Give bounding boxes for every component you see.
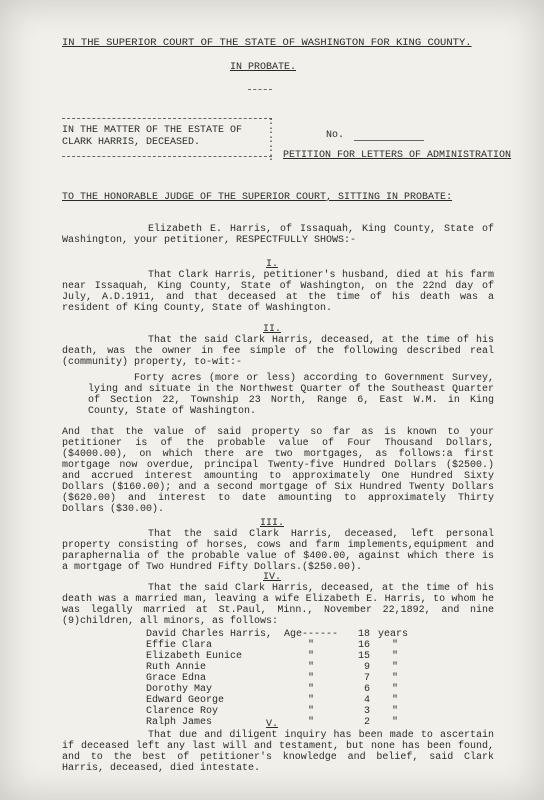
child-name: Grace Edna (146, 673, 207, 684)
child-name: Elizabeth Eunice (146, 651, 243, 662)
child-name: Effie Clara (146, 640, 213, 651)
petition-title: PETITION FOR LETTERS OF ADMINISTRATION (283, 150, 512, 161)
child-row (0, 640, 544, 651)
probate-divider (248, 89, 272, 90)
intro-paragraph: Elizabeth E. Harris, of Issaquah, King County, State of Washington, your petitioner, RESPECTFULLY SHOWS:- (62, 224, 494, 246)
child-age-label: Age------ (284, 629, 339, 640)
child-age-label: " (308, 695, 315, 706)
child-age: 16 (358, 640, 371, 651)
section-1-number: I. (265, 259, 278, 270)
child-unit: " (392, 706, 399, 717)
child-name: Dorothy May (146, 684, 213, 695)
section-1-text: That Clark Harris, petitioner's husband, died at his farm near Issaquah, King County, State of Washington, on the 22nd day of July, A.D.1911, and that deceased at the time of his death was a resident of King County, State of Washington. (62, 270, 494, 314)
child-name: Ralph James (146, 717, 213, 728)
section-4-number: IV. (262, 572, 281, 583)
caption-top-rule (62, 118, 272, 119)
child-name: Edward George (146, 695, 225, 706)
child-age-label: " (308, 717, 315, 728)
child-unit: " (392, 684, 399, 695)
child-age: 2 (364, 717, 371, 728)
child-row (0, 662, 544, 673)
child-row (0, 684, 544, 695)
child-age: 9 (364, 662, 371, 673)
child-age: 3 (364, 706, 371, 717)
section-2-property: Forty acres (more or less) according to Government Survey, lying and situate in the Northwest Quarter of the Southeast Quarter of Section 22, Township 23 North, Range 6, East W.M. in King County, State of Washington. (88, 373, 494, 417)
child-row (0, 629, 544, 640)
child-age: 6 (364, 684, 371, 695)
estate-matter-line2: CLARK HARRIS, DECEASED. (62, 137, 201, 148)
child-age: 7 (364, 673, 371, 684)
child-row (0, 651, 544, 662)
child-row (0, 673, 544, 684)
child-age-label: " (308, 640, 315, 651)
case-number-blank (354, 140, 424, 141)
child-unit: " (392, 695, 399, 706)
section-4-text: That the said Clark Harris, deceased, at the time of his death was a married man, leaving a wife Elizabeth E. Harris, to whom he was legally married at St.Paul, Minn., November 22,1892, and nine (9)children, all minors, as follows: (62, 583, 494, 627)
child-age-label: " (308, 706, 315, 717)
child-age-label: " (308, 651, 315, 662)
caption-bottom-rule (62, 156, 272, 157)
child-unit: " (392, 662, 399, 673)
child-age: 4 (364, 695, 371, 706)
section-5-text: That due and diligent inquiry has been made to ascertain if deceased left any last will and testament, but none has been found, and to the best of petitioner's knowledge and belief, said Clark Harris, deceased, died intestate. (62, 730, 494, 774)
child-age-label: " (308, 673, 315, 684)
child-age: 15 (358, 651, 371, 662)
case-number-label: No. (326, 130, 345, 141)
child-age: 18 (358, 629, 371, 640)
section-2-number: II. (262, 324, 281, 335)
section-2-text: That the said Clark Harris, deceased, at the time of his death, was the owner in fee simple of the following described real (community) property, to-wit:- (62, 335, 494, 368)
section-3-number: III. (259, 518, 284, 529)
child-unit: " (392, 717, 399, 728)
child-unit: " (392, 673, 399, 684)
child-name: Ruth Annie (146, 662, 207, 673)
section-5-number: V. (265, 719, 278, 730)
estate-matter-line1: IN THE MATTER OF THE ESTATE OF (62, 125, 243, 136)
child-age-label: " (308, 662, 315, 673)
section-2-value: And that the value of said property so far as is known to your petitioner is of the probable value of Four Thousand Dollars, ($4000.00), on which there are two mortgages, as follows:a first mortgage now overdue, principal Twenty-five Hundred Dollars ($2500.) and accrued interest amounting to approximately One Hundred Sixty Dollars ($160.00); and a second mortgage of Six Hundred Twenty Dollars ($620.00) and interest to date amounting to approximately Thirty Dollars ($30.00). (62, 427, 494, 515)
child-age-label: " (308, 684, 315, 695)
probate-heading: IN PROBATE. (230, 62, 297, 73)
child-unit: years (378, 629, 409, 640)
child-row (0, 706, 544, 717)
child-name: David Charles Harris, (146, 629, 273, 640)
child-name: Clarence Roy (146, 706, 219, 717)
child-unit: " (392, 640, 399, 651)
caption-separator: : : : : : (268, 117, 275, 164)
section-3-text: That the said Clark Harris, deceased, left personal property consisting of horses, cows and farm implements,equipment and paraphernalia of the probable value of $400.00, against which there is a mortgage of Two Hundred Fifty Dollars.($250.00). (62, 529, 494, 573)
address-line: TO THE HONORABLE JUDGE OF THE SUPERIOR COURT, SITTING IN PROBATE: (62, 192, 453, 203)
court-heading: IN THE SUPERIOR COURT OF THE STATE OF WASHINGTON FOR KING COUNTY. (62, 37, 472, 49)
child-row (0, 695, 544, 706)
child-unit: " (392, 651, 399, 662)
